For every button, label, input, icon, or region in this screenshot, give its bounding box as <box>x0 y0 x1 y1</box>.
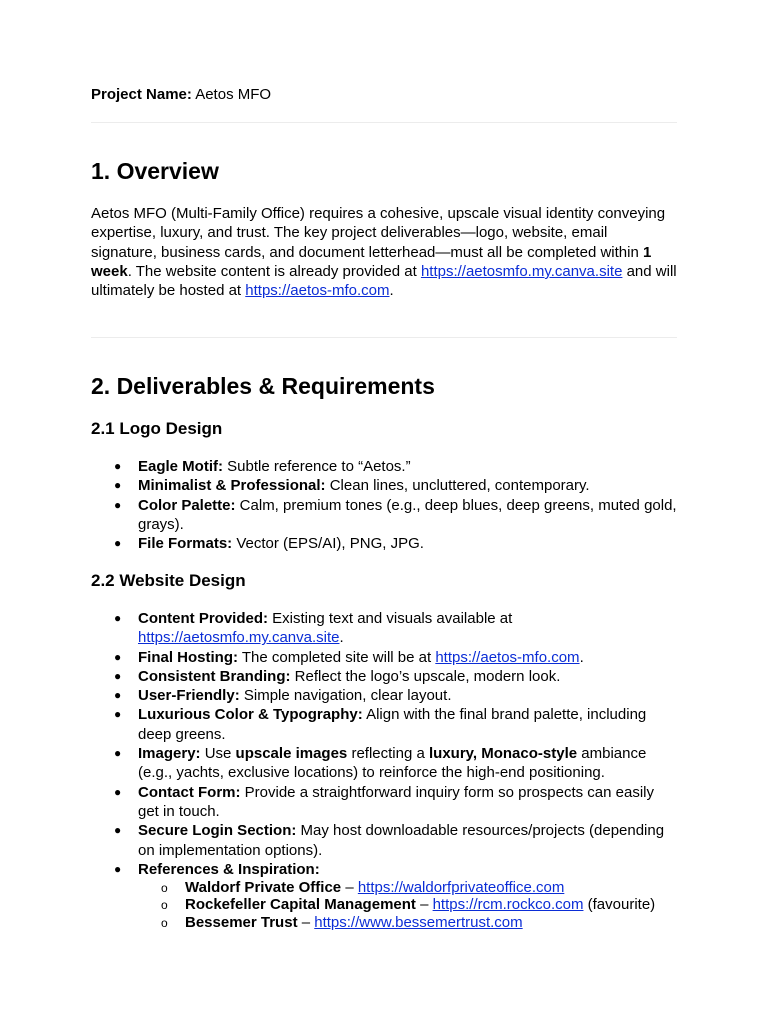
item-text: Provide a straightforward inquiry form so prospects can easily get in touch. <box>138 783 655 820</box>
item-text: Calm, premium tones (e.g., deep blues, deep greens, muted gold, grays). <box>138 496 677 533</box>
item-text: Subtle reference to “Aetos.” <box>223 458 411 475</box>
reference-name: Waldorf Private Office <box>185 879 342 897</box>
reference-name: Bessemer Trust <box>185 913 298 931</box>
item-text: ambiance (e.g., yachts, exclusive locations) to reinforce the high-end positioning. <box>138 745 647 782</box>
bullet-icon: ● <box>114 536 122 551</box>
bullet-icon: ● <box>114 459 122 473</box>
bullet-icon: ● <box>114 707 122 722</box>
item-text-end: . <box>339 629 344 647</box>
bullet-icon: ● <box>114 668 122 683</box>
reference-link[interactable]: https://waldorfprivateoffice.com <box>357 879 565 897</box>
reference-note: (favourite) <box>583 896 656 914</box>
overview-text-1: Aetos MFO (Multi-Family Office) requires a cohesive, upscale visual identity conveying expertise, luxury, and trust. The key project deliverables—logo, website, email signature, business cards, and document letterhead—must all be completed within <box>91 205 666 261</box>
item-label: Final Hosting: <box>138 648 238 666</box>
project-name-line <box>91 85 677 104</box>
bullet-icon: ● <box>114 497 122 512</box>
item-text: Use <box>200 745 236 763</box>
divider <box>91 122 677 123</box>
item-label: Contact Form: <box>138 783 241 801</box>
list-item <box>91 783 677 822</box>
item-label: User-Friendly: <box>138 687 240 705</box>
overview-text-3: and will ultimately be hosted at <box>91 262 677 300</box>
bullet-icon: ● <box>114 478 122 493</box>
item-text: Existing text and visuals available at <box>268 610 513 627</box>
bullet-icon: ● <box>114 784 122 799</box>
bullet-icon: ● <box>114 688 122 703</box>
divider <box>91 337 677 338</box>
item-text: Simple navigation, clear layout. <box>239 687 452 705</box>
item-text: May host downloadable resources/projects (depending on implementation options). <box>138 822 665 859</box>
final-host-link[interactable]: https://aetos-mfo.com <box>245 282 390 300</box>
item-label: References & Inspiration: <box>138 860 320 878</box>
canva-site-link[interactable]: https://aetosmfo.my.canva.site <box>420 262 623 280</box>
hollow-bullet-icon: o <box>161 898 168 913</box>
logo-design-heading: 2.1 Logo Design <box>91 419 223 438</box>
reference-link[interactable]: https://www.bessemertrust.com <box>314 913 523 931</box>
overview-heading: 1. Overview <box>91 158 219 184</box>
list-item <box>91 457 677 476</box>
item-label: Luxurious Color & Typography: <box>138 706 363 724</box>
item-label: File Formats: <box>138 535 233 553</box>
bullet-icon: ● <box>114 861 122 876</box>
list-item <box>91 705 677 744</box>
item-text: Align with the final brand palette, including deep greens. <box>138 706 647 743</box>
logo-requirements-list <box>91 457 677 553</box>
reference-item <box>138 896 677 913</box>
deliverables-heading: 2. Deliverables & Requirements <box>91 373 435 399</box>
overview-text-4: . <box>389 282 394 300</box>
reference-separator: – <box>297 913 315 931</box>
item-bold-text: upscale images <box>235 745 348 763</box>
final-host-link[interactable]: https://aetos-mfo.com <box>435 648 580 666</box>
list-item <box>91 496 677 535</box>
item-text: Reflect the logo’s upscale, modern look. <box>290 667 561 685</box>
reference-item <box>138 879 677 896</box>
item-label: Color Palette: <box>138 496 236 514</box>
bullet-icon: ● <box>114 649 122 664</box>
overview-text-2: . The website content is already provided at <box>127 262 421 280</box>
reference-separator: – <box>341 879 358 897</box>
reference-name: Rockefeller Capital Management <box>185 896 416 914</box>
list-item <box>91 609 677 648</box>
reference-link[interactable]: https://rcm.rockco.com <box>432 896 584 914</box>
references-list <box>138 879 677 931</box>
project-name-label: Project Name: <box>91 86 192 103</box>
reference-separator: – <box>415 896 433 914</box>
item-label: Content Provided: <box>138 610 268 627</box>
reference-item <box>138 914 677 931</box>
list-item <box>91 744 677 783</box>
hollow-bullet-icon: o <box>161 881 168 896</box>
overview-bold-duration: 1 week <box>91 243 652 280</box>
bullet-icon: ● <box>114 746 122 761</box>
list-item <box>91 686 677 705</box>
list-item <box>91 534 677 553</box>
item-label: Consistent Branding: <box>138 667 291 685</box>
hollow-bullet-icon: o <box>161 915 168 930</box>
item-label: Minimalist & Professional: <box>138 477 326 495</box>
bullet-icon: ● <box>114 823 122 838</box>
project-name-value: Aetos MFO <box>191 86 272 103</box>
list-item <box>91 476 677 495</box>
list-item <box>91 648 677 667</box>
list-item <box>91 667 677 686</box>
item-bold-text: luxury, Monaco-style <box>429 745 578 763</box>
item-text: reflecting a <box>347 745 429 763</box>
canva-site-link[interactable]: https://aetosmfo.my.canva.site <box>138 629 340 647</box>
overview-paragraph <box>91 204 677 300</box>
list-item <box>91 821 677 860</box>
item-label: Imagery: <box>138 745 201 763</box>
item-label: Secure Login Section: <box>138 822 297 840</box>
item-text: Clean lines, uncluttered, contemporary. <box>325 477 590 495</box>
item-text-end: . <box>579 648 584 666</box>
website-requirements-list <box>91 609 677 931</box>
bullet-icon: ● <box>114 611 122 625</box>
website-design-heading: 2.2 Website Design <box>91 571 246 590</box>
item-label: Eagle Motif: <box>138 458 223 475</box>
item-text: Vector (EPS/AI), PNG, JPG. <box>232 535 424 553</box>
list-item <box>91 860 677 931</box>
item-text: The completed site will be at <box>238 648 436 666</box>
